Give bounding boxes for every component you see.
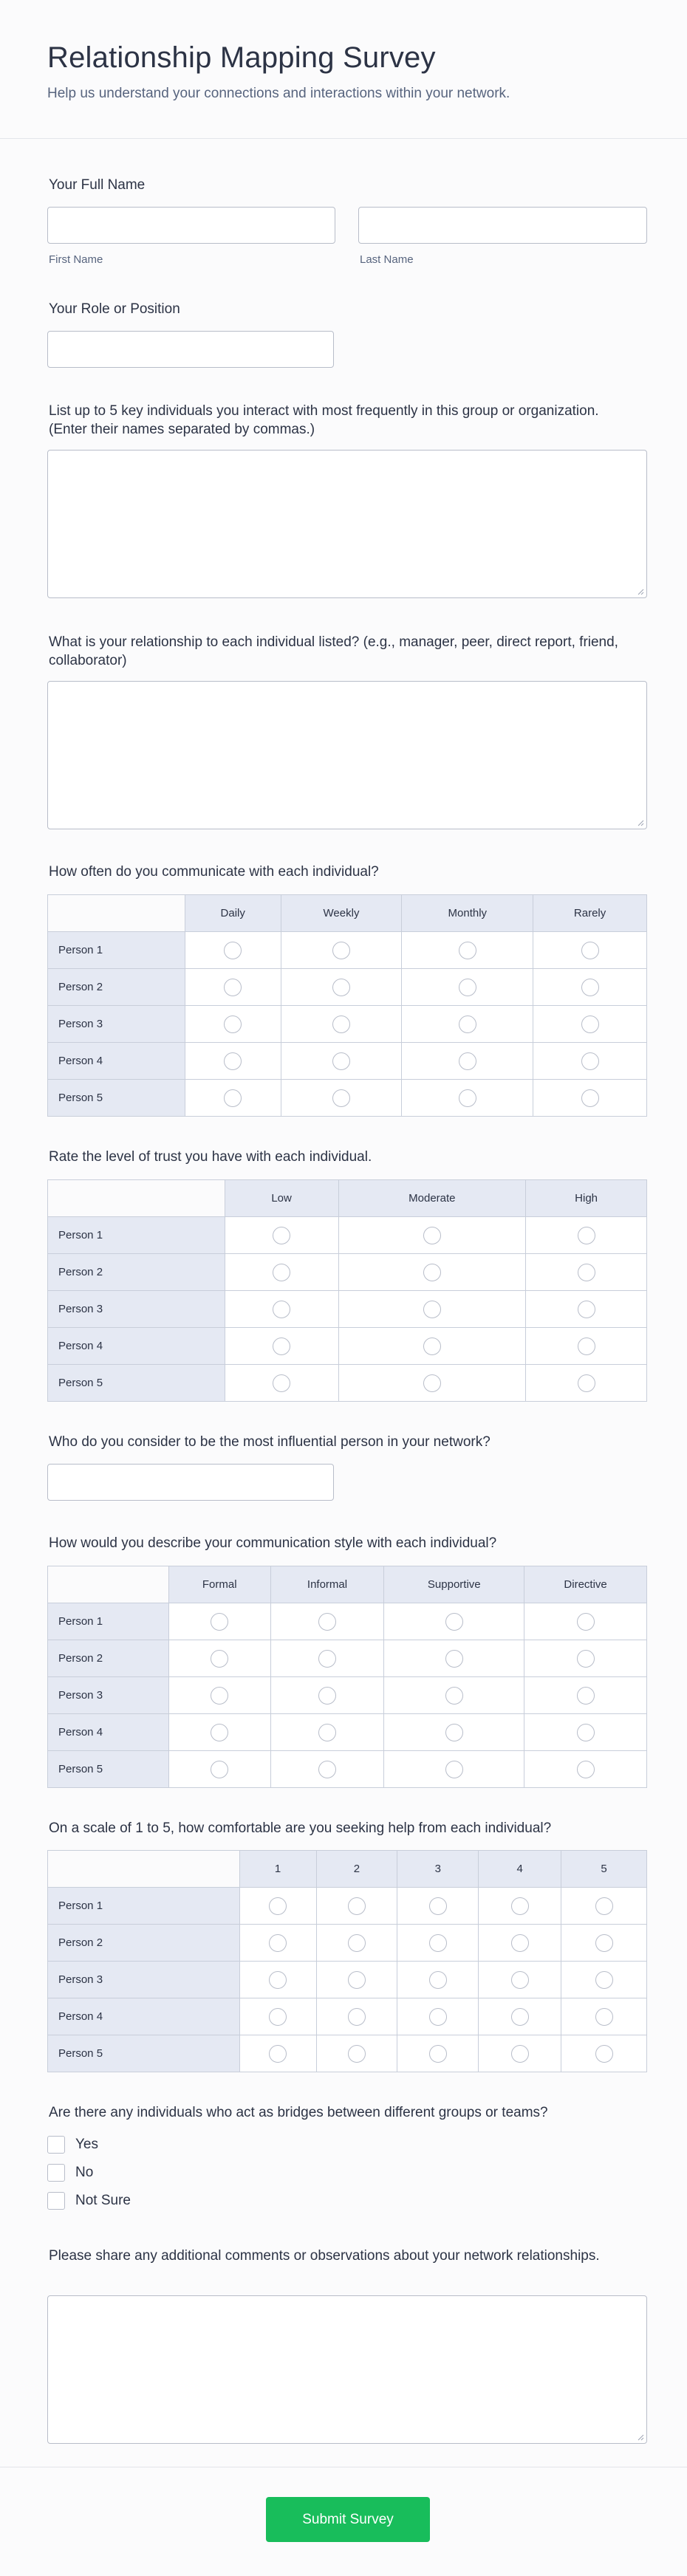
- first-name-sublabel: First Name: [49, 253, 103, 266]
- radio-button[interactable]: [211, 1687, 228, 1705]
- radio-button[interactable]: [459, 1089, 476, 1107]
- form-subtitle: Help us understand your connections and interactions within your network.: [47, 86, 510, 101]
- radio-button[interactable]: [348, 2045, 366, 2063]
- radio-button[interactable]: [578, 1301, 595, 1318]
- radio-button[interactable]: [581, 1015, 599, 1033]
- radio-button[interactable]: [445, 1761, 463, 1778]
- radio-button[interactable]: [318, 1687, 336, 1705]
- relationship-textarea[interactable]: [47, 681, 647, 829]
- radio-button[interactable]: [318, 1724, 336, 1741]
- row-header: Person 3: [48, 1677, 169, 1714]
- column-header: 3: [397, 1851, 479, 1888]
- radio-button[interactable]: [511, 2008, 529, 2026]
- radio-button[interactable]: [318, 1613, 336, 1631]
- bridges-option-yes[interactable]: [47, 2134, 98, 2155]
- row-header: Person 3: [48, 1962, 240, 1998]
- communication-frequency-matrix: [47, 894, 647, 1117]
- radio-button[interactable]: [429, 1897, 447, 1915]
- radio-button[interactable]: [577, 1724, 595, 1741]
- radio-button[interactable]: [459, 979, 476, 996]
- comfort-label: On a scale of 1 to 5, how comfortable are you seeking help from each individual?: [49, 1820, 552, 1836]
- comments-label: Please share any additional comments or observations about your network relationships.: [49, 2248, 600, 2264]
- radio-button[interactable]: [273, 1301, 290, 1318]
- row-header: Person 1: [48, 932, 185, 969]
- matrix-corner: [48, 895, 185, 932]
- column-header: Informal: [270, 1566, 384, 1603]
- influential-input[interactable]: [47, 1464, 334, 1501]
- row-header: Person 3: [48, 1291, 225, 1328]
- row-header: Person 4: [48, 1043, 185, 1080]
- radio-button[interactable]: [578, 1337, 595, 1355]
- full-name-label: Your Full Name: [49, 177, 146, 193]
- radio-button[interactable]: [581, 979, 599, 996]
- row-header: Person 2: [48, 1640, 169, 1677]
- radio-button[interactable]: [445, 1650, 463, 1668]
- radio-button[interactable]: [429, 2045, 447, 2063]
- radio-button[interactable]: [332, 979, 350, 996]
- comments-textarea[interactable]: [47, 2295, 647, 2444]
- radio-button[interactable]: [224, 942, 242, 959]
- relationship-label: What is your relationship to each individual listed? (e.g., manager, peer, direct report, friend, collaborator): [49, 634, 618, 668]
- radio-button[interactable]: [211, 1724, 228, 1741]
- radio-button[interactable]: [429, 2008, 447, 2026]
- checkbox-label: Not Sure: [75, 2193, 131, 2208]
- radio-button[interactable]: [578, 1227, 595, 1244]
- row-header: Person 1: [48, 1888, 240, 1925]
- column-header: Rarely: [533, 895, 647, 932]
- radio-button[interactable]: [595, 1897, 613, 1915]
- row-header: Person 2: [48, 1925, 240, 1962]
- radio-button[interactable]: [273, 1337, 290, 1355]
- resize-grip-icon[interactable]: [637, 588, 644, 595]
- radio-button[interactable]: [423, 1264, 441, 1281]
- radio-button[interactable]: [332, 942, 350, 959]
- radio-button[interactable]: [595, 1934, 613, 1952]
- bridges-label: Are there any individuals who act as bridges between different groups or teams?: [49, 2105, 548, 2120]
- radio-button[interactable]: [595, 2045, 613, 2063]
- radio-button[interactable]: [224, 1015, 242, 1033]
- radio-button[interactable]: [511, 1934, 529, 1952]
- radio-button[interactable]: [459, 1052, 476, 1070]
- checkbox-label: Yes: [75, 2137, 98, 2152]
- radio-button[interactable]: [332, 1089, 350, 1107]
- radio-button[interactable]: [348, 1897, 366, 1915]
- checkbox[interactable]: [47, 2192, 65, 2210]
- row-header: Person 4: [48, 1328, 225, 1365]
- row-header: Person 5: [48, 1365, 225, 1402]
- radio-button[interactable]: [224, 1089, 242, 1107]
- column-header: Moderate: [338, 1180, 526, 1217]
- matrix-corner: [48, 1180, 225, 1217]
- trust-label: Rate the level of trust you have with each individual.: [49, 1149, 372, 1165]
- radio-button[interactable]: [511, 1897, 529, 1915]
- bridges-option-no[interactable]: [47, 2162, 93, 2183]
- radio-button[interactable]: [577, 1687, 595, 1705]
- radio-button[interactable]: [423, 1301, 441, 1318]
- checkbox[interactable]: [47, 2164, 65, 2182]
- radio-button[interactable]: [348, 2008, 366, 2026]
- row-header: Person 4: [48, 1714, 169, 1751]
- radio-button[interactable]: [211, 1613, 228, 1631]
- column-header: Weekly: [281, 895, 402, 932]
- radio-button[interactable]: [224, 979, 242, 996]
- form-header: [0, 0, 687, 139]
- column-header: Supportive: [384, 1566, 524, 1603]
- radio-button[interactable]: [581, 1089, 599, 1107]
- radio-button[interactable]: [423, 1374, 441, 1392]
- checkbox-label: No: [75, 2165, 94, 2180]
- submit-button[interactable]: Submit Survey: [266, 2497, 430, 2542]
- column-header: 5: [561, 1851, 647, 1888]
- radio-button[interactable]: [269, 2045, 287, 2063]
- radio-button[interactable]: [581, 1052, 599, 1070]
- influential-label: Who do you consider to be the most influential person in your network?: [49, 1434, 491, 1450]
- radio-button[interactable]: [348, 1934, 366, 1952]
- radio-button[interactable]: [429, 1971, 447, 1989]
- row-header: Person 1: [48, 1217, 225, 1254]
- radio-button[interactable]: [273, 1374, 290, 1392]
- key-individuals-label: List up to 5 key individuals you interact with most frequently in this group or organization. (Enter their names separated by commas.): [49, 403, 599, 437]
- resize-grip-icon[interactable]: [637, 2433, 644, 2441]
- radio-button[interactable]: [459, 942, 476, 959]
- resize-grip-icon[interactable]: [637, 819, 644, 826]
- radio-button[interactable]: [445, 1613, 463, 1631]
- radio-button[interactable]: [273, 1264, 290, 1281]
- bridges-option-not-sure[interactable]: [47, 2190, 131, 2211]
- radio-button[interactable]: [429, 1934, 447, 1952]
- radio-button[interactable]: [577, 1650, 595, 1668]
- trust-matrix: [47, 1179, 647, 1402]
- radio-button[interactable]: [224, 1052, 242, 1070]
- radio-button[interactable]: [595, 2008, 613, 2026]
- row-header: Person 5: [48, 1751, 169, 1788]
- radio-button[interactable]: [577, 1761, 595, 1778]
- row-header: Person 2: [48, 1254, 225, 1291]
- radio-button[interactable]: [423, 1227, 441, 1244]
- role-input[interactable]: [47, 331, 334, 368]
- radio-button[interactable]: [332, 1052, 350, 1070]
- radio-button[interactable]: [423, 1337, 441, 1355]
- column-header: Monthly: [402, 895, 533, 932]
- radio-button[interactable]: [445, 1687, 463, 1705]
- radio-button[interactable]: [269, 1897, 287, 1915]
- radio-button[interactable]: [318, 1761, 336, 1778]
- row-header: Person 4: [48, 1998, 240, 2035]
- column-header: Directive: [524, 1566, 647, 1603]
- radio-button[interactable]: [578, 1374, 595, 1392]
- column-header: High: [526, 1180, 647, 1217]
- radio-button[interactable]: [578, 1264, 595, 1281]
- communication-style-matrix: [47, 1566, 647, 1788]
- radio-button[interactable]: [511, 1971, 529, 1989]
- row-header: Person 5: [48, 2035, 240, 2072]
- radio-button[interactable]: [581, 942, 599, 959]
- radio-button[interactable]: [348, 1971, 366, 1989]
- column-header: 1: [239, 1851, 316, 1888]
- matrix-corner: [48, 1566, 169, 1603]
- communication-style-label: How would you describe your communication style with each individual?: [49, 1535, 497, 1551]
- radio-button[interactable]: [269, 1934, 287, 1952]
- radio-button[interactable]: [332, 1015, 350, 1033]
- row-header: Person 5: [48, 1080, 185, 1117]
- last-name-sublabel: Last Name: [360, 253, 414, 266]
- radio-button[interactable]: [445, 1724, 463, 1741]
- column-header: Formal: [168, 1566, 270, 1603]
- role-label: Your Role or Position: [49, 301, 180, 317]
- column-header: Low: [225, 1180, 338, 1217]
- radio-button[interactable]: [595, 1971, 613, 1989]
- radio-button[interactable]: [269, 2008, 287, 2026]
- radio-button[interactable]: [269, 1971, 287, 1989]
- communication-frequency-label: How often do you communicate with each individual?: [49, 864, 379, 880]
- row-header: Person 1: [48, 1603, 169, 1640]
- key-individuals-textarea[interactable]: [47, 450, 647, 598]
- last-name-input[interactable]: [358, 207, 647, 244]
- comfort-matrix: [47, 1850, 647, 2072]
- column-header: 4: [479, 1851, 561, 1888]
- first-name-input[interactable]: [47, 207, 335, 244]
- row-header: Person 2: [48, 969, 185, 1006]
- row-header: Person 3: [48, 1006, 185, 1043]
- checkbox[interactable]: [47, 2136, 65, 2154]
- radio-button[interactable]: [511, 2045, 529, 2063]
- radio-button[interactable]: [273, 1227, 290, 1244]
- form-title: Relationship Mapping Survey: [47, 41, 436, 74]
- column-header: Daily: [185, 895, 281, 932]
- matrix-corner: [48, 1851, 240, 1888]
- radio-button[interactable]: [577, 1613, 595, 1631]
- column-header: 2: [316, 1851, 397, 1888]
- radio-button[interactable]: [211, 1650, 228, 1668]
- radio-button[interactable]: [459, 1015, 476, 1033]
- radio-button[interactable]: [211, 1761, 228, 1778]
- radio-button[interactable]: [318, 1650, 336, 1668]
